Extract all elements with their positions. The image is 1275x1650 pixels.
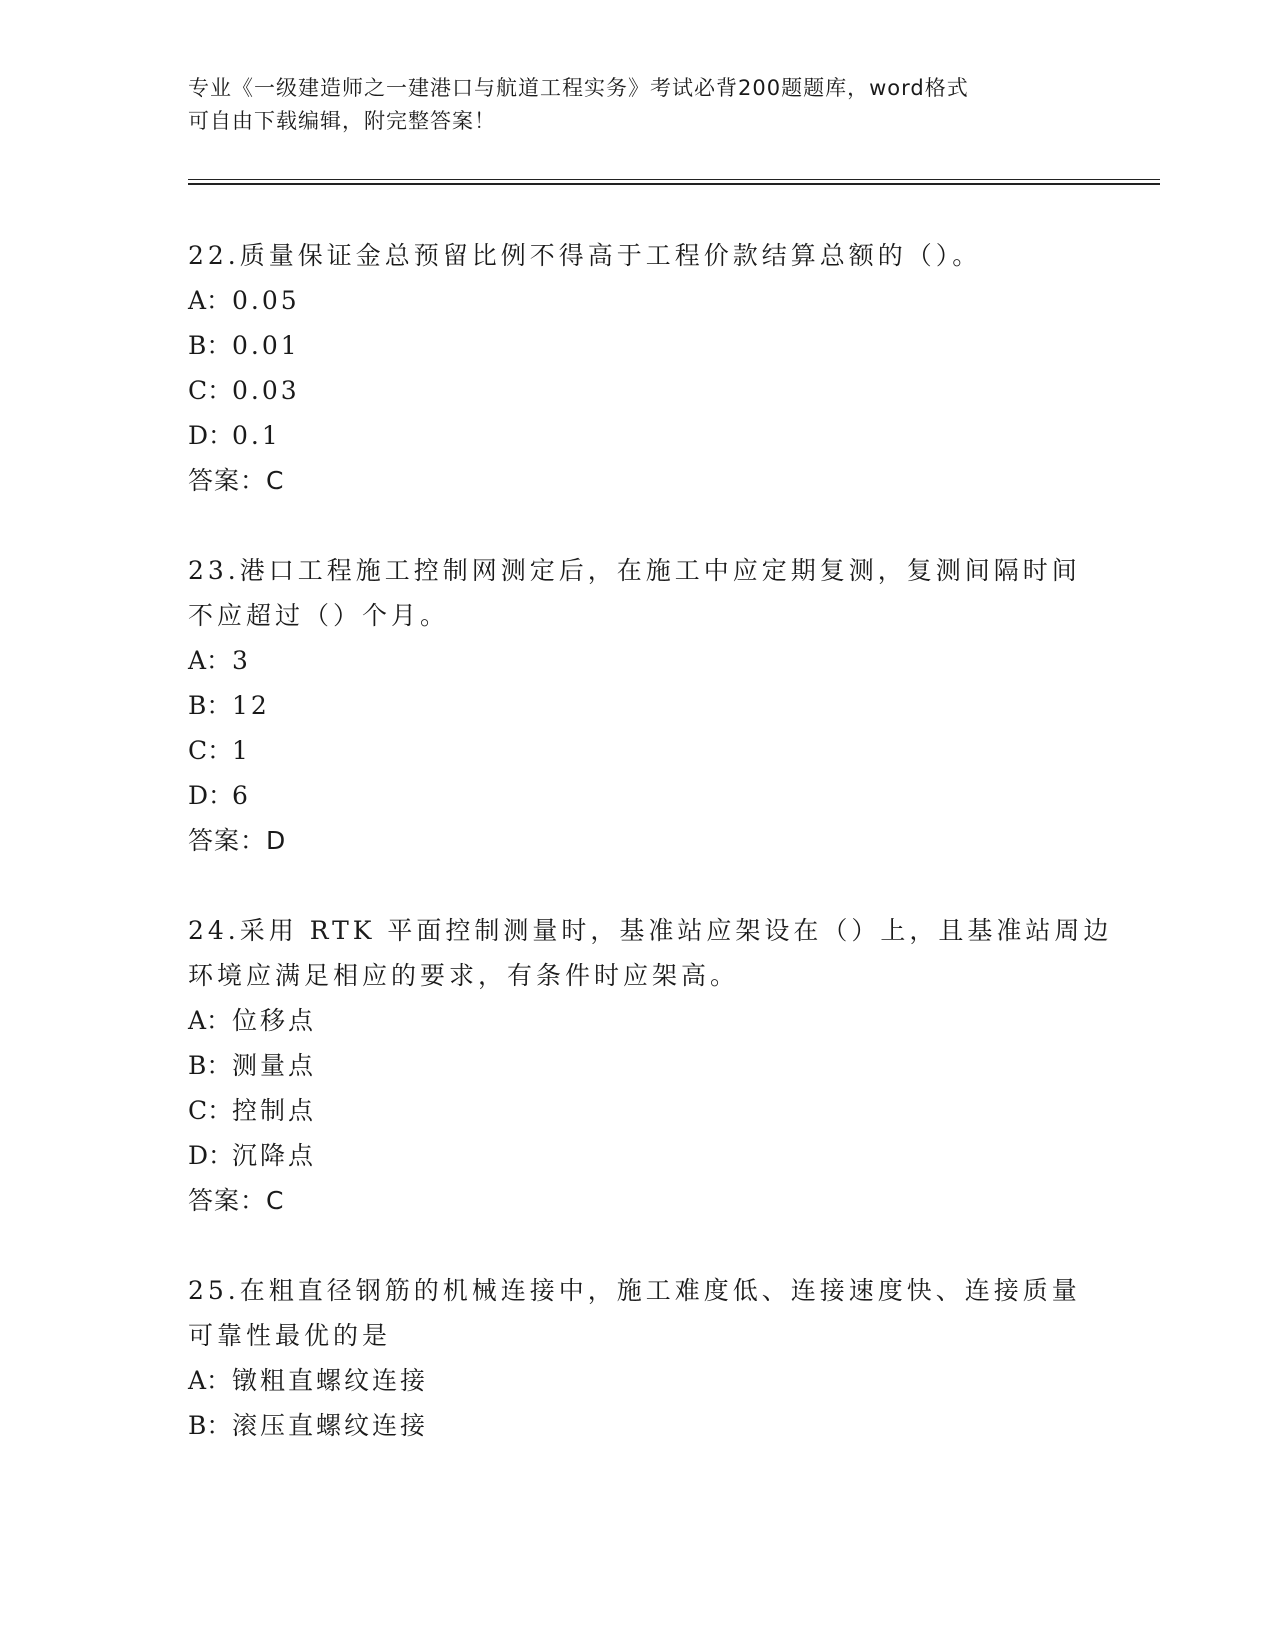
option-text: 滚压直螺纹连接 bbox=[232, 1411, 429, 1440]
option-text: 12 bbox=[232, 691, 270, 720]
option-letter: B： bbox=[188, 331, 232, 360]
question-text: 24.采用 RTK 平面控制测量时，基准站应架设在（）上，且基准站周边 bbox=[188, 916, 1113, 945]
option-d bbox=[188, 773, 1088, 818]
option-letter: C： bbox=[188, 376, 233, 405]
option-a bbox=[188, 278, 1088, 323]
answer-line: 答案：C bbox=[188, 1186, 285, 1215]
answer-line: 答案：D bbox=[188, 826, 287, 855]
option-letter: D： bbox=[188, 421, 234, 450]
question-list bbox=[188, 233, 1113, 1448]
option-letter: B： bbox=[188, 691, 232, 720]
option-text: 控制点 bbox=[232, 1096, 317, 1125]
option-text: 0.01 bbox=[232, 331, 300, 360]
option-c bbox=[188, 1088, 1088, 1133]
option-letter: C： bbox=[188, 1096, 233, 1125]
header-divider-top bbox=[188, 179, 1160, 180]
question-spacer bbox=[188, 503, 1088, 548]
option-text: 3 bbox=[232, 646, 251, 675]
question-23 bbox=[188, 548, 1088, 908]
header-line-1: 专业《一级建造师之一建港口与航道工程实务》考试必背200题题库，word格式 bbox=[188, 76, 969, 100]
option-text: 0.05 bbox=[232, 286, 300, 315]
option-b bbox=[188, 323, 1088, 368]
option-text: 1 bbox=[232, 736, 251, 765]
option-text: 6 bbox=[232, 781, 251, 810]
question-text: 可靠性最优的是 bbox=[188, 1321, 392, 1350]
option-text: 测量点 bbox=[232, 1051, 317, 1080]
option-b bbox=[188, 683, 1088, 728]
question-spacer bbox=[188, 1223, 1088, 1268]
option-letter: C： bbox=[188, 736, 233, 765]
option-text: 0.03 bbox=[232, 376, 300, 405]
option-a bbox=[188, 998, 1088, 1043]
option-text: 0.1 bbox=[232, 421, 281, 450]
option-letter: B： bbox=[188, 1051, 232, 1080]
option-d bbox=[188, 413, 1088, 458]
question-text: 22.质量保证金总预留比例不得高于工程价款结算总额的（）。 bbox=[188, 241, 982, 270]
header-divider-bottom bbox=[188, 183, 1160, 185]
option-a bbox=[188, 638, 1088, 683]
question-25 bbox=[188, 1268, 1088, 1448]
header-line-2: 可自由下载编辑，附完整答案！ bbox=[188, 109, 496, 133]
document-header bbox=[188, 72, 1088, 138]
option-c bbox=[188, 368, 1088, 413]
option-b bbox=[188, 1403, 1088, 1448]
question-text: 环境应满足相应的要求，有条件时应架高。 bbox=[188, 961, 740, 990]
option-letter: B： bbox=[188, 1411, 232, 1440]
option-letter: D： bbox=[188, 781, 234, 810]
option-letter: A： bbox=[188, 646, 232, 675]
option-letter: A： bbox=[188, 1366, 232, 1395]
option-text: 镦粗直螺纹连接 bbox=[232, 1366, 429, 1395]
option-c bbox=[188, 728, 1088, 773]
option-d bbox=[188, 1133, 1088, 1178]
question-text: 不应超过（）个月。 bbox=[188, 601, 450, 630]
option-text: 沉降点 bbox=[232, 1141, 317, 1170]
question-22 bbox=[188, 233, 1088, 548]
question-text: 23.港口工程施工控制网测定后，在施工中应定期复测，复测间隔时间 bbox=[188, 556, 1081, 585]
option-letter: A： bbox=[188, 286, 232, 315]
option-text: 位移点 bbox=[232, 1006, 317, 1035]
option-letter: A： bbox=[188, 1006, 232, 1035]
question-text: 25.在粗直径钢筋的机械连接中，施工难度低、连接速度快、连接质量 bbox=[188, 1276, 1081, 1305]
answer-line: 答案：C bbox=[188, 466, 285, 495]
question-24 bbox=[188, 908, 1113, 1268]
question-spacer bbox=[188, 863, 1088, 908]
option-b bbox=[188, 1043, 1088, 1088]
option-a bbox=[188, 1358, 1088, 1403]
option-letter: D： bbox=[188, 1141, 234, 1170]
